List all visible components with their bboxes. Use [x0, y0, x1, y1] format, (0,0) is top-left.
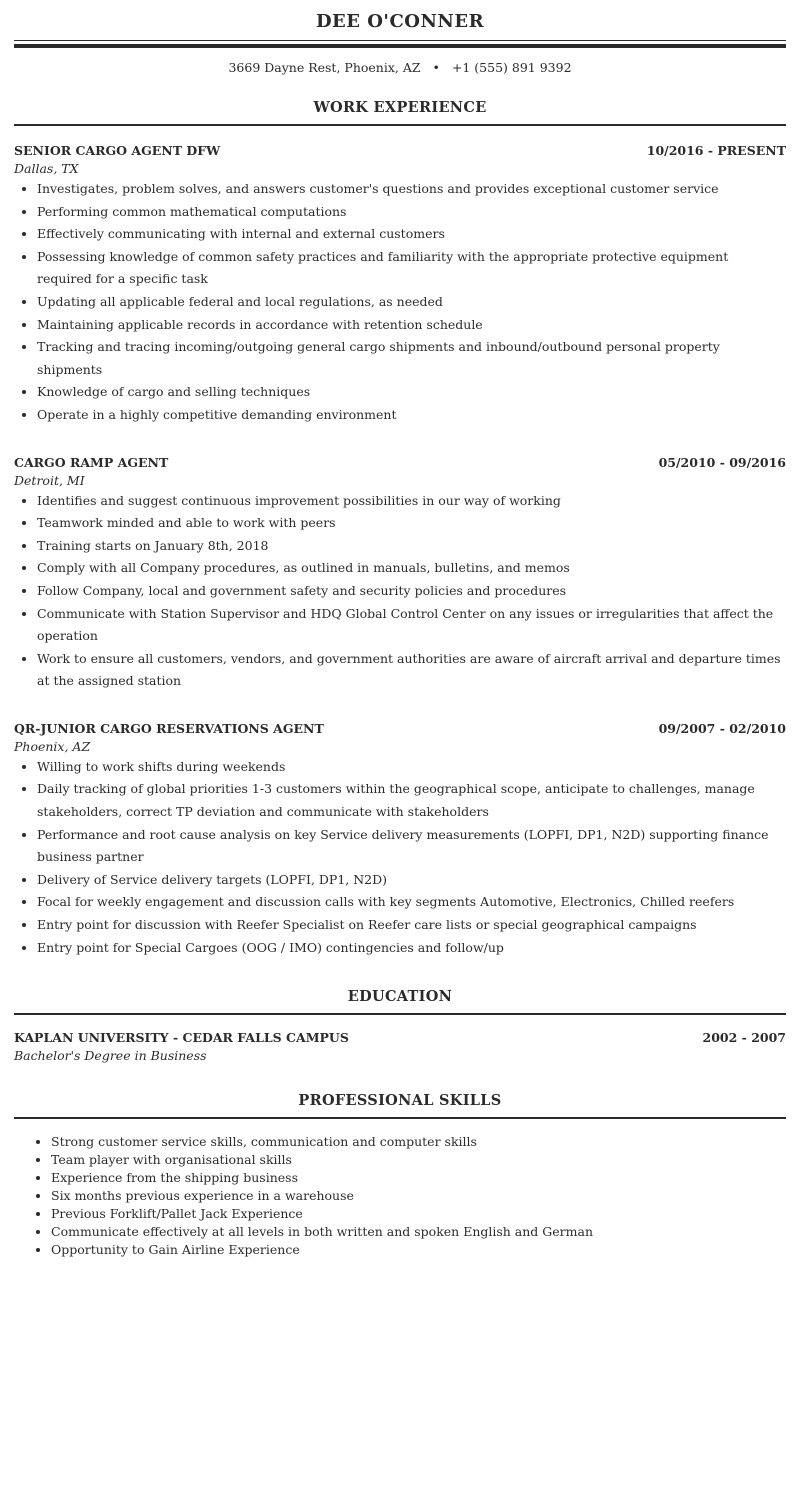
job-location: Phoenix, AZ: [14, 738, 91, 754]
education-dates: 2002 - 2007: [702, 1030, 786, 1046]
phone: +1 (555) 891 9392: [451, 60, 572, 75]
section-rule: [14, 124, 786, 126]
list-item: • Focal for weekly engagement and discussion calls with key segments Automotive, Electronics, Chilled reefers: [37, 891, 786, 914]
list-item: • Updating all applicable federal and local regulations, as needed: [37, 291, 786, 314]
job-header: [14, 142, 786, 160]
list-item: • Entry point for Special Cargoes (OOG / IMO) contingencies and follow/up: [37, 937, 786, 960]
list-item: • Possessing knowledge of common safety practices and familiarity with the appropriate protective equipment required for a specific task: [37, 246, 786, 291]
list-item: • Experience from the shipping business: [51, 1169, 786, 1187]
list-item: • Communicate with Station Supervisor and HDQ Global Control Center on any issues or irregularities that affect the operation: [37, 603, 786, 648]
list-item: • Operate in a highly competitive demanding environment: [37, 404, 786, 427]
section-title-skills: PROFESSIONAL SKILLS: [298, 1092, 502, 1110]
list-item: • Effectively communicating with internal and external customers: [37, 223, 786, 246]
address: 3669 Dayne Rest, Phoenix, AZ: [228, 60, 421, 75]
section-title-education: EDUCATION: [347, 988, 453, 1006]
skills-section: [14, 1091, 786, 1259]
job-bullets: [14, 490, 786, 693]
job-title: QR-JUNIOR CARGO RESERVATIONS AGENT: [14, 720, 324, 736]
section-rule: [14, 1117, 786, 1119]
job-entry: [14, 142, 786, 427]
section-title-work: WORK EXPERIENCE: [313, 99, 487, 116]
job-entry: [14, 454, 786, 693]
education-section: [14, 987, 786, 1065]
section-rule: [14, 1013, 786, 1015]
job-dates: 10/2016 - PRESENT: [646, 143, 786, 158]
list-item: • Strong customer service skills, communication and computer skills: [51, 1133, 786, 1151]
job-location: Dallas, TX: [14, 161, 79, 176]
contact-separator: •: [432, 60, 440, 75]
skills-list: [14, 1133, 786, 1259]
job-dates: 05/2010 - 09/2016: [658, 454, 786, 470]
list-item: • Training starts on January 8th, 2018: [37, 535, 786, 558]
job-bullets: [14, 756, 786, 959]
education-entry: [14, 1029, 786, 1065]
work-experience-section: [14, 98, 786, 959]
list-item: • Performing common mathematical computations: [37, 201, 786, 224]
list-item: • Work to ensure all customers, vendors, and government authorities are aware of aircraft arrival and departure times at the assigned station: [37, 648, 786, 693]
job-header: [14, 720, 786, 738]
job-title: CARGO RAMP AGENT: [14, 454, 169, 470]
degree: Bachelor's Degree in Business: [14, 1048, 207, 1064]
list-item: • Entry point for discussion with Reefer Specialist on Reefer care lists or special geographical campaigns: [37, 914, 786, 937]
candidate-name: DEE O'CONNER: [315, 11, 485, 32]
list-item: • Tracking and tracing incoming/outgoing general cargo shipments and inbound/outbound personal property shipments: [37, 336, 786, 381]
list-item: • Team player with organisational skills: [51, 1151, 786, 1169]
list-item: • Comply with all Company procedures, as outlined in manuals, bulletins, and memos: [37, 557, 786, 580]
list-item: • Identifies and suggest continuous improvement possibilities in our way of working: [37, 490, 786, 513]
list-item: • Daily tracking of global priorities 1-3 customers within the geographical scope, anticipate to challenges, manage stakeholders, correct TP deviation and communicate with stakeholders: [37, 778, 786, 823]
list-item: • Teamwork minded and able to work with peers: [37, 512, 786, 535]
job-title: SENIOR CARGO AGENT DFW: [14, 143, 221, 158]
job-dates: 09/2007 - 02/2010: [658, 720, 786, 736]
job-header: [14, 454, 786, 472]
list-item: • Opportunity to Gain Airline Experience: [51, 1241, 786, 1259]
list-item: • Previous Forklift/Pallet Jack Experience: [51, 1205, 786, 1223]
job-location: Detroit, MI: [14, 472, 85, 488]
education-header: [14, 1029, 786, 1047]
school-name: KAPLAN UNIVERSITY - CEDAR FALLS CAMPUS: [14, 1030, 349, 1046]
list-item: • Maintaining applicable records in accordance with retention schedule: [37, 314, 786, 337]
resume-page: [14, 0, 786, 1259]
list-item: • Follow Company, local and government safety and security policies and procedures: [37, 580, 786, 603]
list-item: • Knowledge of cargo and selling techniques: [37, 381, 786, 404]
header-rule-thin: [14, 40, 786, 41]
job-bullets: [14, 178, 786, 427]
header-rule-thick: [14, 44, 786, 48]
job-entry: [14, 720, 786, 959]
list-item: • Willing to work shifts during weekends: [37, 756, 786, 779]
list-item: • Performance and root cause analysis on key Service delivery measurements (LOPFI, DP1, N2D) supporting finance business partner: [37, 824, 786, 869]
list-item: • Investigates, problem solves, and answers customer's questions and provides exceptional customer service: [37, 178, 786, 201]
list-item: • Six months previous experience in a warehouse: [51, 1187, 786, 1205]
list-item: • Communicate effectively at all levels in both written and spoken English and German: [51, 1223, 786, 1241]
contact-line: [14, 58, 786, 78]
list-item: • Delivery of Service delivery targets (LOPFI, DP1, N2D): [37, 869, 786, 892]
